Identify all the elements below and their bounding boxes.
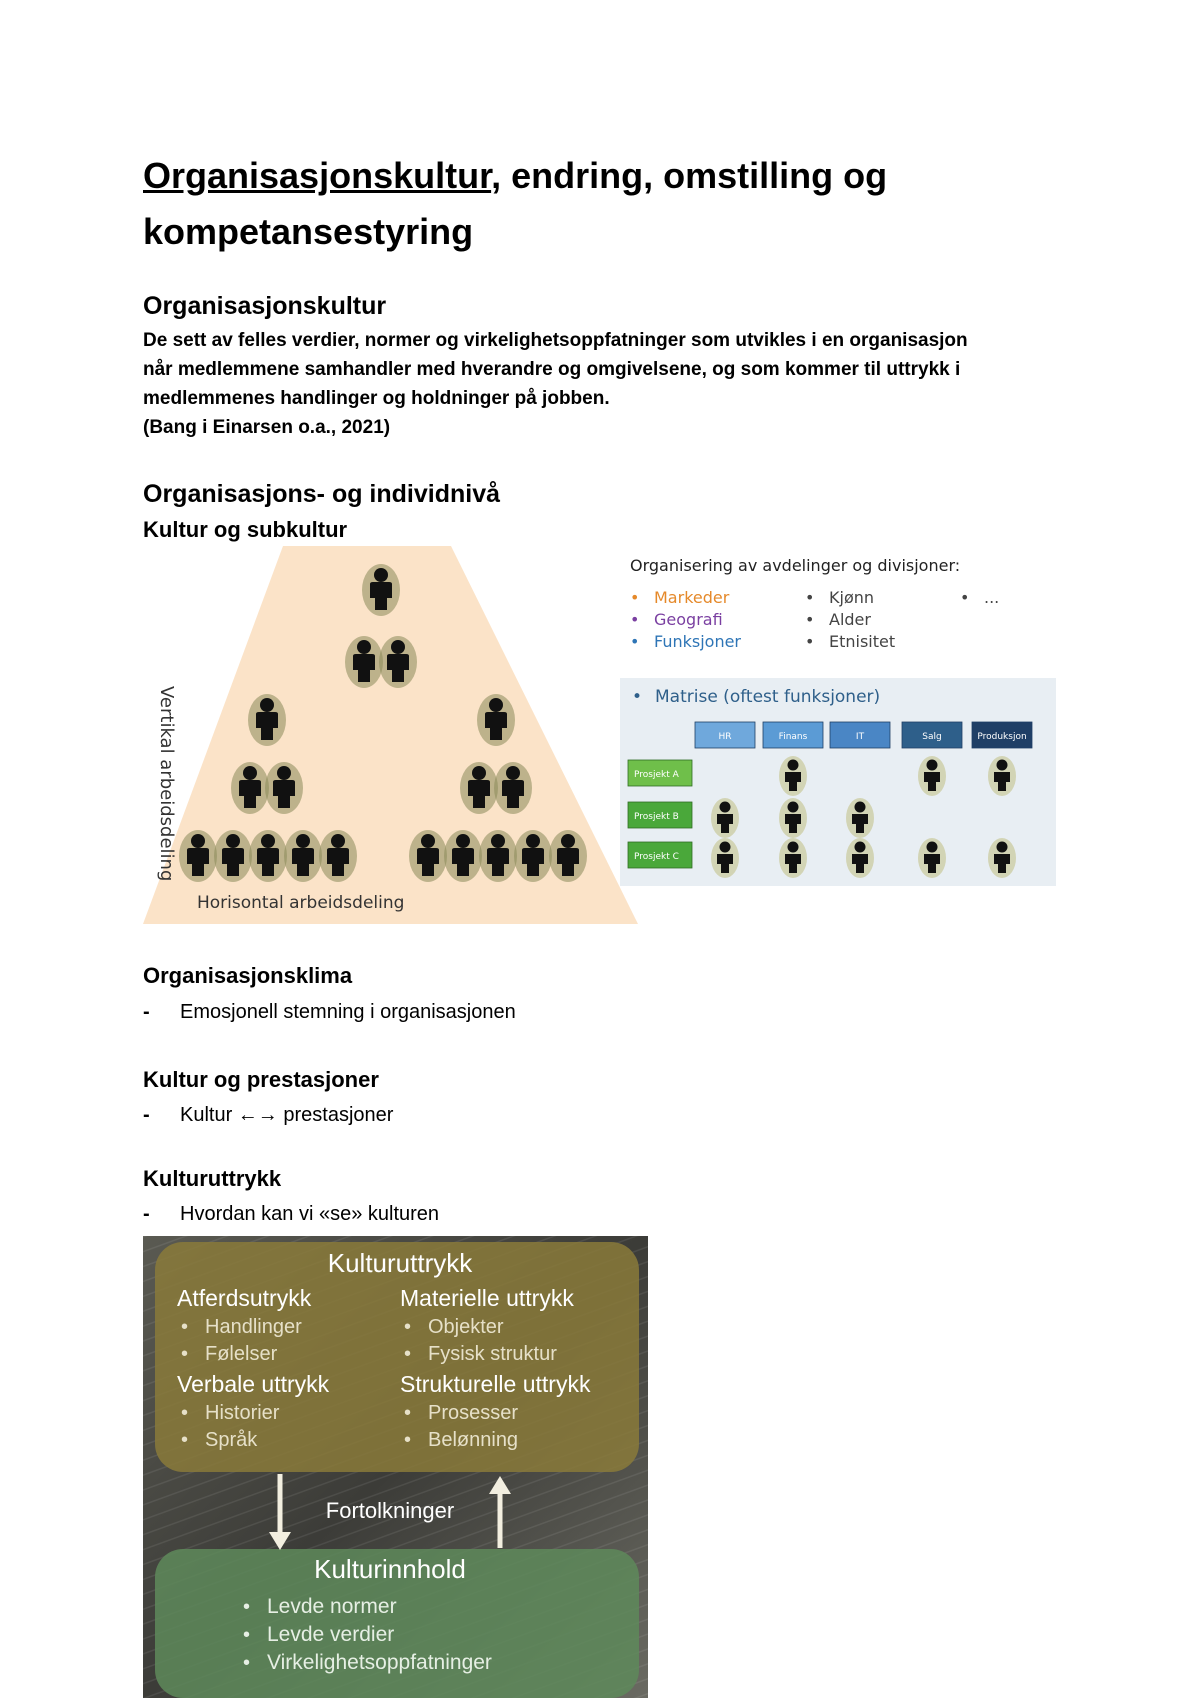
horizontal-label: Horisontal arbeidsdeling [197, 893, 405, 913]
kultur-group-bullet: • [404, 1402, 412, 1424]
list-item: Alder [829, 610, 871, 629]
matrix-person-icon [988, 838, 1016, 878]
kultur-group-bullet: • [404, 1429, 412, 1451]
list-item: Markeder [654, 588, 730, 607]
matrix-row-label: Prosjekt B [634, 812, 679, 822]
kultur-group-item: Prosesser [428, 1402, 519, 1424]
org-figure-heading: Organisering av avdelinger og divisjoner: [630, 556, 961, 575]
kultur-figure [143, 1236, 648, 1698]
definition-line: medlemmenes handlinger og holdninger på jobben. [143, 388, 610, 409]
kultur-group-bullet: • [404, 1343, 412, 1365]
levels-heading: Organisasjons- og individnivå [143, 480, 501, 508]
org-figure [630, 556, 1060, 653]
list-item: ... [984, 588, 1000, 607]
matrix-person-icon [846, 798, 874, 838]
climate-heading: Organisasjonsklima [143, 963, 353, 988]
matrix-person-icon [918, 838, 946, 878]
matrix-rows [628, 760, 692, 868]
matrix-row-label: Prosjekt A [634, 770, 679, 780]
levels-subheading: Kultur og subkultur [143, 517, 348, 542]
climate-bullet: - Emosjonell stemning i organisasjonen [143, 998, 516, 1026]
kultur-group-item: Følelser [205, 1343, 278, 1365]
kulturinnhold-item: Levde normer [267, 1595, 397, 1618]
kultur-group-bullet: • [181, 1429, 189, 1451]
citation: (Bang i Einarsen o.a., 2021) [143, 417, 391, 438]
bullet-text: Kultur ←→ prestasjoner [180, 1104, 394, 1126]
matrix-person-icon [846, 838, 874, 878]
kultur-group-title: Atferdsutrykk [177, 1285, 312, 1311]
matrix-person-icon [918, 756, 946, 796]
performance-heading: Kultur og prestasjoner [143, 1067, 379, 1092]
matrix-row-label: Prosjekt C [634, 852, 679, 862]
matrix-column-label: HR [718, 732, 732, 742]
kultur-group-item: Objekter [428, 1316, 504, 1338]
kulturinnhold-bullet: • [243, 1624, 251, 1646]
matrix-headers [695, 722, 1032, 748]
org-list-col2: • Kjønn • Alder • Etnisitet [805, 588, 896, 651]
kultur-group-item: Handlinger [205, 1316, 302, 1338]
kulturinnhold-bullet: • [243, 1596, 251, 1618]
matrix-title: Matrise (oftest funksjoner) [655, 687, 881, 707]
kulturinnhold-title: Kulturinnhold [314, 1554, 466, 1584]
org-list-col3: • ... [960, 588, 1000, 607]
vertical-label: Vertikal arbeidsdeling [156, 686, 177, 882]
matrix-person-icon [779, 798, 807, 838]
expression-bullet: - Hvordan kan vi «se» kulturen [143, 1200, 439, 1228]
page-title-underlined: Organisasjonskultur [143, 155, 492, 196]
matrix-person-icon [711, 798, 739, 838]
matrix-column-label: Produksjon [977, 732, 1027, 742]
kulturinnhold-bullet: • [243, 1652, 251, 1674]
matrix-column-label: IT [855, 732, 865, 742]
matrix-column-label: Salg [922, 732, 942, 742]
expression-heading: Kulturuttrykk [143, 1166, 282, 1191]
performance-bullet: - Kultur ←→ prestasjoner [143, 1101, 393, 1129]
list-item: Kjønn [829, 588, 875, 607]
culture-heading: Organisasjonskultur [143, 292, 387, 320]
definition-line: når medlemmene samhandler med hverandre og omgivelsene, og som kommer til uttrykk i [143, 359, 961, 380]
list-item: Etnisitet [829, 632, 896, 651]
page-title [143, 148, 1083, 260]
kultur-group-title: Verbale uttrykk [177, 1371, 330, 1397]
kultur-group-item: Historier [205, 1402, 280, 1424]
kultur-group-title: Strukturelle uttrykk [400, 1371, 591, 1397]
list-item: Funksjoner [654, 632, 742, 651]
pyramid-figure [143, 546, 638, 924]
bullet-text: Emosjonell stemning i organisasjonen [180, 1001, 516, 1023]
kultur-group-bullet: • [404, 1316, 412, 1338]
list-item: Geografi [654, 610, 723, 629]
culture-definition [143, 326, 1103, 442]
kultur-group-bullet: • [181, 1343, 189, 1365]
kulturinnhold-item: Virkelighetsoppfatninger [267, 1651, 492, 1674]
svg-text:•: • [632, 687, 643, 707]
bullet-text: Hvordan kan vi «se» kulturen [180, 1203, 440, 1225]
page-title-line2: kompetansestyring [143, 211, 474, 252]
matrix-figure [620, 678, 1056, 886]
definition-line: De sett av felles verdier, normer og virkelighetsoppfatninger som utvikles i en organisasjon [143, 330, 968, 351]
kulturinnhold-item: Levde verdier [267, 1623, 395, 1646]
kultur-group-title: Materielle uttrykk [400, 1285, 574, 1311]
kultur-group-bullet: • [181, 1316, 189, 1338]
org-list-col1: • Markeder • Geografi • Funksjoner [630, 588, 742, 651]
kulturuttrykk-title: Kulturuttrykk [327, 1248, 473, 1278]
page-title-rest: , endring, omstilling og [491, 155, 888, 196]
fortolkninger-label: Fortolkninger [325, 1498, 455, 1523]
kultur-group-bullet: • [181, 1402, 189, 1424]
matrix-person-icon [779, 756, 807, 796]
matrix-person-icon [711, 838, 739, 878]
matrix-column-label: Finans [778, 732, 808, 742]
kultur-group-item: Belønning [428, 1429, 519, 1451]
kultur-group-item: Fysisk struktur [428, 1343, 557, 1365]
kultur-group-item: Språk [205, 1429, 258, 1451]
matrix-person-icon [988, 756, 1016, 796]
matrix-person-icon [779, 838, 807, 878]
